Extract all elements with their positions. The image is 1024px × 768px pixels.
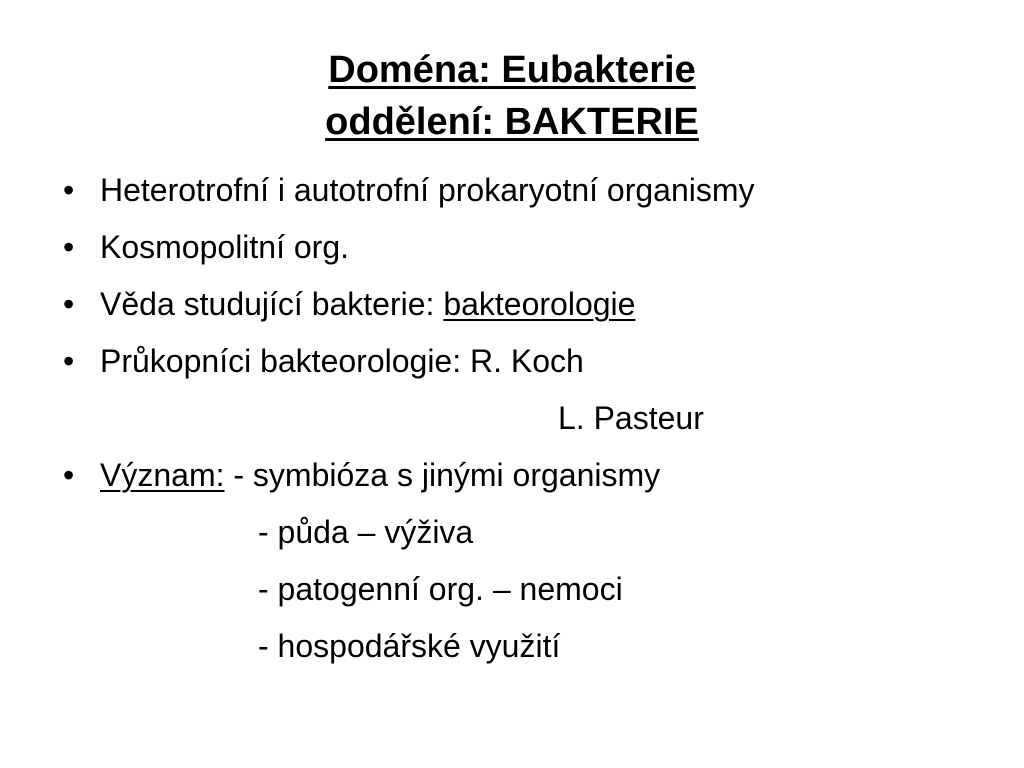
bakteorologie-link[interactable]: bakteorologie: [443, 286, 636, 322]
prukopnici-continuation: L. Pasteur: [558, 400, 704, 436]
vyznam-sub-item: - půda – výživa: [258, 514, 474, 550]
bullet-marker: •: [63, 229, 75, 265]
list-item-kosmopolitni: Kosmopolitní org.: [100, 229, 350, 265]
veda-prefix: Věda studující bakterie:: [100, 286, 444, 322]
list-item-heterotrofni: Heterotrofní i autotrofní prokaryotní organismy: [100, 172, 755, 208]
vyznam-sub-item: - hospodářské využití: [258, 628, 561, 664]
bullet-marker: •: [63, 457, 75, 493]
list-item-veda: [100, 284, 635, 324]
vyznam-label: Význam:: [100, 457, 225, 493]
bullet-marker: •: [63, 286, 75, 322]
vyznam-text: - symbióza s jinými organismy: [224, 457, 661, 493]
title-line-2: oddělení: BAKTERIE: [325, 101, 699, 143]
list-item-vyznam: [100, 455, 660, 495]
bullet-marker: •: [63, 343, 75, 379]
title-line-1: Doména: Eubakterie: [328, 49, 696, 91]
bullet-marker: •: [63, 172, 75, 208]
slide-title: [0, 44, 1024, 148]
vyznam-sub-item: - patogenní org. – nemoci: [258, 571, 623, 607]
list-item-prukopnici: Průkopníci bakteorologie: R. Koch: [100, 343, 584, 379]
